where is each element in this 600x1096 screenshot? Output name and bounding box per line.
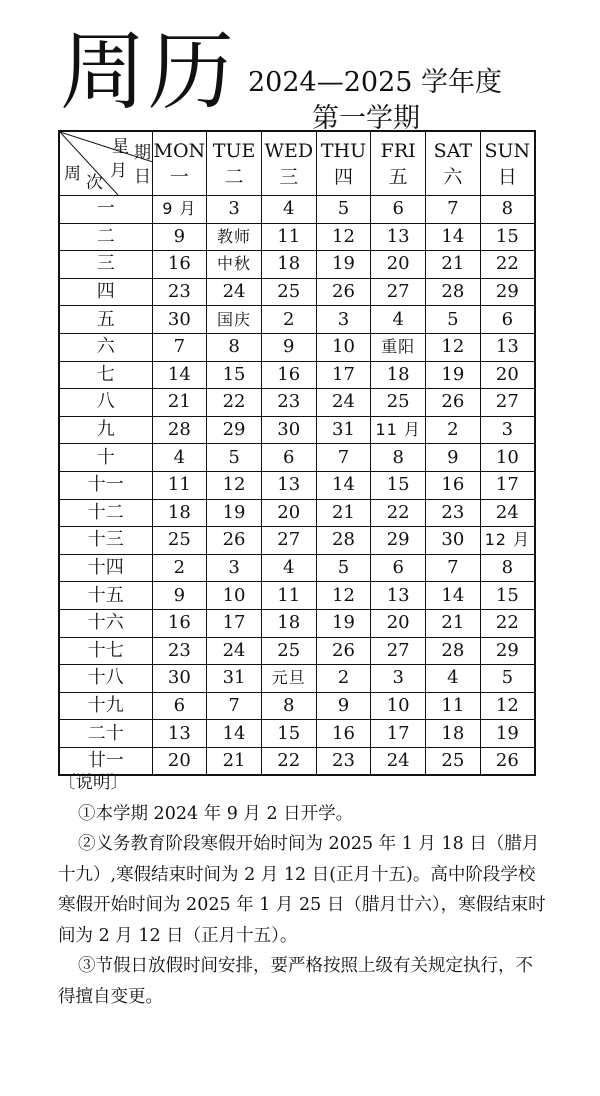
- week-number-cell: 十三: [59, 527, 152, 555]
- date-cell: 24: [480, 499, 535, 527]
- date-cell: 13: [371, 223, 426, 251]
- date-cell: 14: [316, 471, 371, 499]
- date-cell: 21: [207, 747, 262, 775]
- week-number-cell: 八: [59, 389, 152, 417]
- date-cell: 10: [371, 692, 426, 720]
- date-cell: 11: [152, 471, 207, 499]
- header-row: [59, 131, 535, 196]
- date-cell: 17: [371, 720, 426, 748]
- date-cell: 19: [316, 609, 371, 637]
- date-cell: 25: [371, 389, 426, 417]
- date-cell: 16: [316, 720, 371, 748]
- date-cell: 28: [316, 527, 371, 555]
- week-number-cell: 六: [59, 333, 152, 361]
- week-number-cell: 十九: [59, 692, 152, 720]
- table-row: [59, 251, 535, 279]
- table-row: [59, 333, 535, 361]
- date-cell: 16: [261, 361, 316, 389]
- date-cell: 26: [207, 527, 262, 555]
- date-cell: 30: [152, 306, 207, 334]
- week-number-cell: 二: [59, 223, 152, 251]
- date-cell: 7: [316, 444, 371, 472]
- date-cell: 7: [426, 554, 481, 582]
- date-cell: 13: [371, 582, 426, 610]
- week-number-cell: 十八: [59, 665, 152, 693]
- date-cell: 24: [207, 278, 262, 306]
- date-cell: 11: [261, 223, 316, 251]
- table-row: [59, 361, 535, 389]
- date-cell: 2: [152, 554, 207, 582]
- corner-header-cell: [59, 131, 152, 196]
- highlight-cell: 12 月: [480, 527, 535, 555]
- date-cell: 26: [480, 747, 535, 775]
- week-number-cell: 九: [59, 416, 152, 444]
- table-row: [59, 389, 535, 417]
- date-cell: 29: [207, 416, 262, 444]
- week-number-cell: 四: [59, 278, 152, 306]
- date-cell: 6: [371, 554, 426, 582]
- date-cell: 12: [207, 471, 262, 499]
- date-cell: 29: [371, 527, 426, 555]
- term-label: 第一学期: [312, 103, 420, 134]
- date-cell: 10: [316, 333, 371, 361]
- date-cell: 27: [371, 637, 426, 665]
- date-cell: 12: [316, 582, 371, 610]
- highlight-cell: 重阳: [371, 333, 426, 361]
- date-cell: 21: [426, 251, 481, 279]
- week-number-cell: 十六: [59, 609, 152, 637]
- date-cell: 7: [152, 333, 207, 361]
- week-number-cell: 三: [59, 251, 152, 279]
- date-cell: 22: [371, 499, 426, 527]
- date-cell: 13: [480, 333, 535, 361]
- date-cell: 8: [480, 554, 535, 582]
- date-cell: 8: [207, 333, 262, 361]
- date-cell: 9: [152, 223, 207, 251]
- date-cell: 24: [207, 637, 262, 665]
- highlight-cell: 国庆: [207, 306, 262, 334]
- date-cell: 18: [426, 720, 481, 748]
- date-cell: 10: [480, 444, 535, 472]
- table-row: [59, 444, 535, 472]
- date-cell: 9: [152, 582, 207, 610]
- date-cell: 11: [261, 582, 316, 610]
- page-title: 周历: [60, 22, 236, 122]
- date-cell: 4: [371, 306, 426, 334]
- day-header-sat: SAT 六: [426, 131, 481, 196]
- date-cell: 15: [480, 582, 535, 610]
- day-header-wed: WED 三: [261, 131, 316, 196]
- date-cell: 24: [371, 747, 426, 775]
- note-item-2: ②义务教育阶段寒假开始时间为 2025 年 1 月 18 日（腊月十九）,寒假结束时间为 2 月 12 日(正月十五)。高中阶段学校寒假开始时间为 2025 年 1 月 25 日（腊月廿六），寒假结束时间为 2 月 12 日（正月十五）。: [58, 834, 546, 946]
- academic-year: 2024—2025 学年度: [248, 67, 503, 98]
- date-cell: 3: [207, 196, 262, 224]
- week-number-cell: 十: [59, 444, 152, 472]
- date-cell: 17: [480, 471, 535, 499]
- date-cell: 30: [152, 665, 207, 693]
- table-row: [59, 471, 535, 499]
- table-row: [59, 196, 535, 224]
- date-cell: 26: [316, 637, 371, 665]
- week-number-cell: 十五: [59, 582, 152, 610]
- date-cell: 3: [207, 554, 262, 582]
- date-cell: 5: [207, 444, 262, 472]
- date-cell: 6: [371, 196, 426, 224]
- date-cell: 15: [371, 471, 426, 499]
- corner-label-qi: 期: [134, 143, 151, 163]
- highlight-cell: 11 月: [371, 416, 426, 444]
- date-cell: 15: [480, 223, 535, 251]
- date-cell: 19: [207, 499, 262, 527]
- date-cell: 27: [371, 278, 426, 306]
- corner-label-yue: 月: [110, 161, 127, 181]
- date-cell: 8: [371, 444, 426, 472]
- date-cell: 5: [480, 665, 535, 693]
- date-cell: 27: [261, 527, 316, 555]
- date-cell: 4: [152, 444, 207, 472]
- date-cell: 16: [152, 609, 207, 637]
- date-cell: 21: [316, 499, 371, 527]
- table-row: [59, 223, 535, 251]
- table-row: [59, 582, 535, 610]
- table-row: [59, 554, 535, 582]
- date-cell: 21: [426, 609, 481, 637]
- date-cell: 16: [152, 251, 207, 279]
- date-cell: 23: [261, 389, 316, 417]
- date-cell: 4: [261, 554, 316, 582]
- date-cell: 14: [426, 582, 481, 610]
- date-cell: 30: [426, 527, 481, 555]
- date-cell: 20: [480, 361, 535, 389]
- date-cell: 9: [261, 333, 316, 361]
- date-cell: 26: [316, 278, 371, 306]
- date-cell: 12: [480, 692, 535, 720]
- date-cell: 30: [261, 416, 316, 444]
- date-cell: 29: [480, 637, 535, 665]
- week-number-cell: 廿一: [59, 747, 152, 775]
- week-number-cell: 一: [59, 196, 152, 224]
- date-cell: 15: [261, 720, 316, 748]
- date-cell: 25: [152, 527, 207, 555]
- table-row: [59, 665, 535, 693]
- week-calendar-table: [58, 130, 536, 776]
- date-cell: 8: [480, 196, 535, 224]
- date-cell: 7: [426, 196, 481, 224]
- week-number-cell: 十四: [59, 554, 152, 582]
- week-number-cell: 十一: [59, 471, 152, 499]
- date-cell: 19: [426, 361, 481, 389]
- table-row: [59, 692, 535, 720]
- table-row: [59, 720, 535, 748]
- date-cell: 28: [426, 637, 481, 665]
- date-cell: 20: [371, 251, 426, 279]
- date-cell: 28: [426, 278, 481, 306]
- date-cell: 23: [152, 637, 207, 665]
- corner-label-ri: 日: [134, 167, 151, 187]
- date-cell: 18: [371, 361, 426, 389]
- week-number-cell: 七: [59, 361, 152, 389]
- date-cell: 10: [207, 582, 262, 610]
- table-row: [59, 499, 535, 527]
- table-row: [59, 609, 535, 637]
- date-cell: 6: [152, 692, 207, 720]
- date-cell: 4: [426, 665, 481, 693]
- date-cell: 20: [371, 609, 426, 637]
- date-cell: 23: [426, 499, 481, 527]
- highlight-cell: 教师: [207, 223, 262, 251]
- week-number-cell: 二十: [59, 720, 152, 748]
- date-cell: 6: [261, 444, 316, 472]
- week-number-cell: 十二: [59, 499, 152, 527]
- table-row: [59, 637, 535, 665]
- date-cell: 29: [480, 278, 535, 306]
- date-cell: 20: [261, 499, 316, 527]
- corner-label-ci: 次: [86, 173, 103, 193]
- day-header-thu: THU 四: [316, 131, 371, 196]
- date-cell: 24: [316, 389, 371, 417]
- date-cell: 5: [316, 196, 371, 224]
- date-cell: 12: [316, 223, 371, 251]
- date-cell: 13: [261, 471, 316, 499]
- date-cell: 19: [480, 720, 535, 748]
- highlight-cell: 中秋: [207, 251, 262, 279]
- date-cell: 7: [207, 692, 262, 720]
- week-number-cell: 十七: [59, 637, 152, 665]
- highlight-cell: 元旦: [261, 665, 316, 693]
- corner-label-xing: 星: [112, 137, 129, 157]
- date-cell: 5: [426, 306, 481, 334]
- date-cell: 8: [261, 692, 316, 720]
- calendar-body: [59, 196, 535, 776]
- date-cell: 31: [316, 416, 371, 444]
- date-cell: 9: [426, 444, 481, 472]
- date-cell: 3: [316, 306, 371, 334]
- date-cell: 25: [261, 278, 316, 306]
- date-cell: 28: [152, 416, 207, 444]
- day-header-fri: FRI 五: [371, 131, 426, 196]
- date-cell: 26: [426, 389, 481, 417]
- note-item-1: ①本学期 2024 年 9 月 2 日开学。: [78, 803, 354, 824]
- date-cell: 14: [207, 720, 262, 748]
- date-cell: 5: [316, 554, 371, 582]
- date-cell: 2: [426, 416, 481, 444]
- date-cell: 21: [152, 389, 207, 417]
- date-cell: 2: [261, 306, 316, 334]
- date-cell: 25: [261, 637, 316, 665]
- table-row: [59, 416, 535, 444]
- date-cell: 3: [480, 416, 535, 444]
- day-header-mon: MON 一: [152, 131, 207, 196]
- table-row: [59, 306, 535, 334]
- corner-label-zhou: 周: [64, 164, 81, 184]
- table-row: [59, 527, 535, 555]
- date-cell: 27: [480, 389, 535, 417]
- date-cell: 9: [316, 692, 371, 720]
- date-cell: 19: [316, 251, 371, 279]
- date-cell: 20: [152, 747, 207, 775]
- date-cell: 11: [426, 692, 481, 720]
- date-cell: 16: [426, 471, 481, 499]
- week-number-cell: 五: [59, 306, 152, 334]
- day-header-sun: SUN 日: [480, 131, 535, 196]
- date-cell: 22: [480, 609, 535, 637]
- date-cell: 18: [152, 499, 207, 527]
- day-header-tue: TUE 二: [207, 131, 262, 196]
- date-cell: 3: [371, 665, 426, 693]
- date-cell: 23: [152, 278, 207, 306]
- date-cell: 14: [426, 223, 481, 251]
- table-row: [59, 278, 535, 306]
- date-cell: 18: [261, 609, 316, 637]
- date-cell: 22: [261, 747, 316, 775]
- date-cell: 12: [426, 333, 481, 361]
- date-cell: 23: [316, 747, 371, 775]
- date-cell: 31: [207, 665, 262, 693]
- date-cell: 17: [316, 361, 371, 389]
- date-cell: 6: [480, 306, 535, 334]
- date-cell: 13: [152, 720, 207, 748]
- date-cell: 22: [207, 389, 262, 417]
- date-cell: 4: [261, 196, 316, 224]
- date-cell: 14: [152, 361, 207, 389]
- notes-section: [58, 768, 548, 1012]
- date-cell: 18: [261, 251, 316, 279]
- notes-heading: 〔说明〕: [58, 773, 128, 793]
- date-cell: 15: [207, 361, 262, 389]
- note-item-3: ③节假日放假时间安排，要严格按照上级有关规定执行，不得擅自变更。: [58, 956, 533, 1007]
- date-cell: 22: [480, 251, 535, 279]
- highlight-cell: 9 月: [152, 196, 207, 224]
- date-cell: 2: [316, 665, 371, 693]
- date-cell: 17: [207, 609, 262, 637]
- date-cell: 25: [426, 747, 481, 775]
